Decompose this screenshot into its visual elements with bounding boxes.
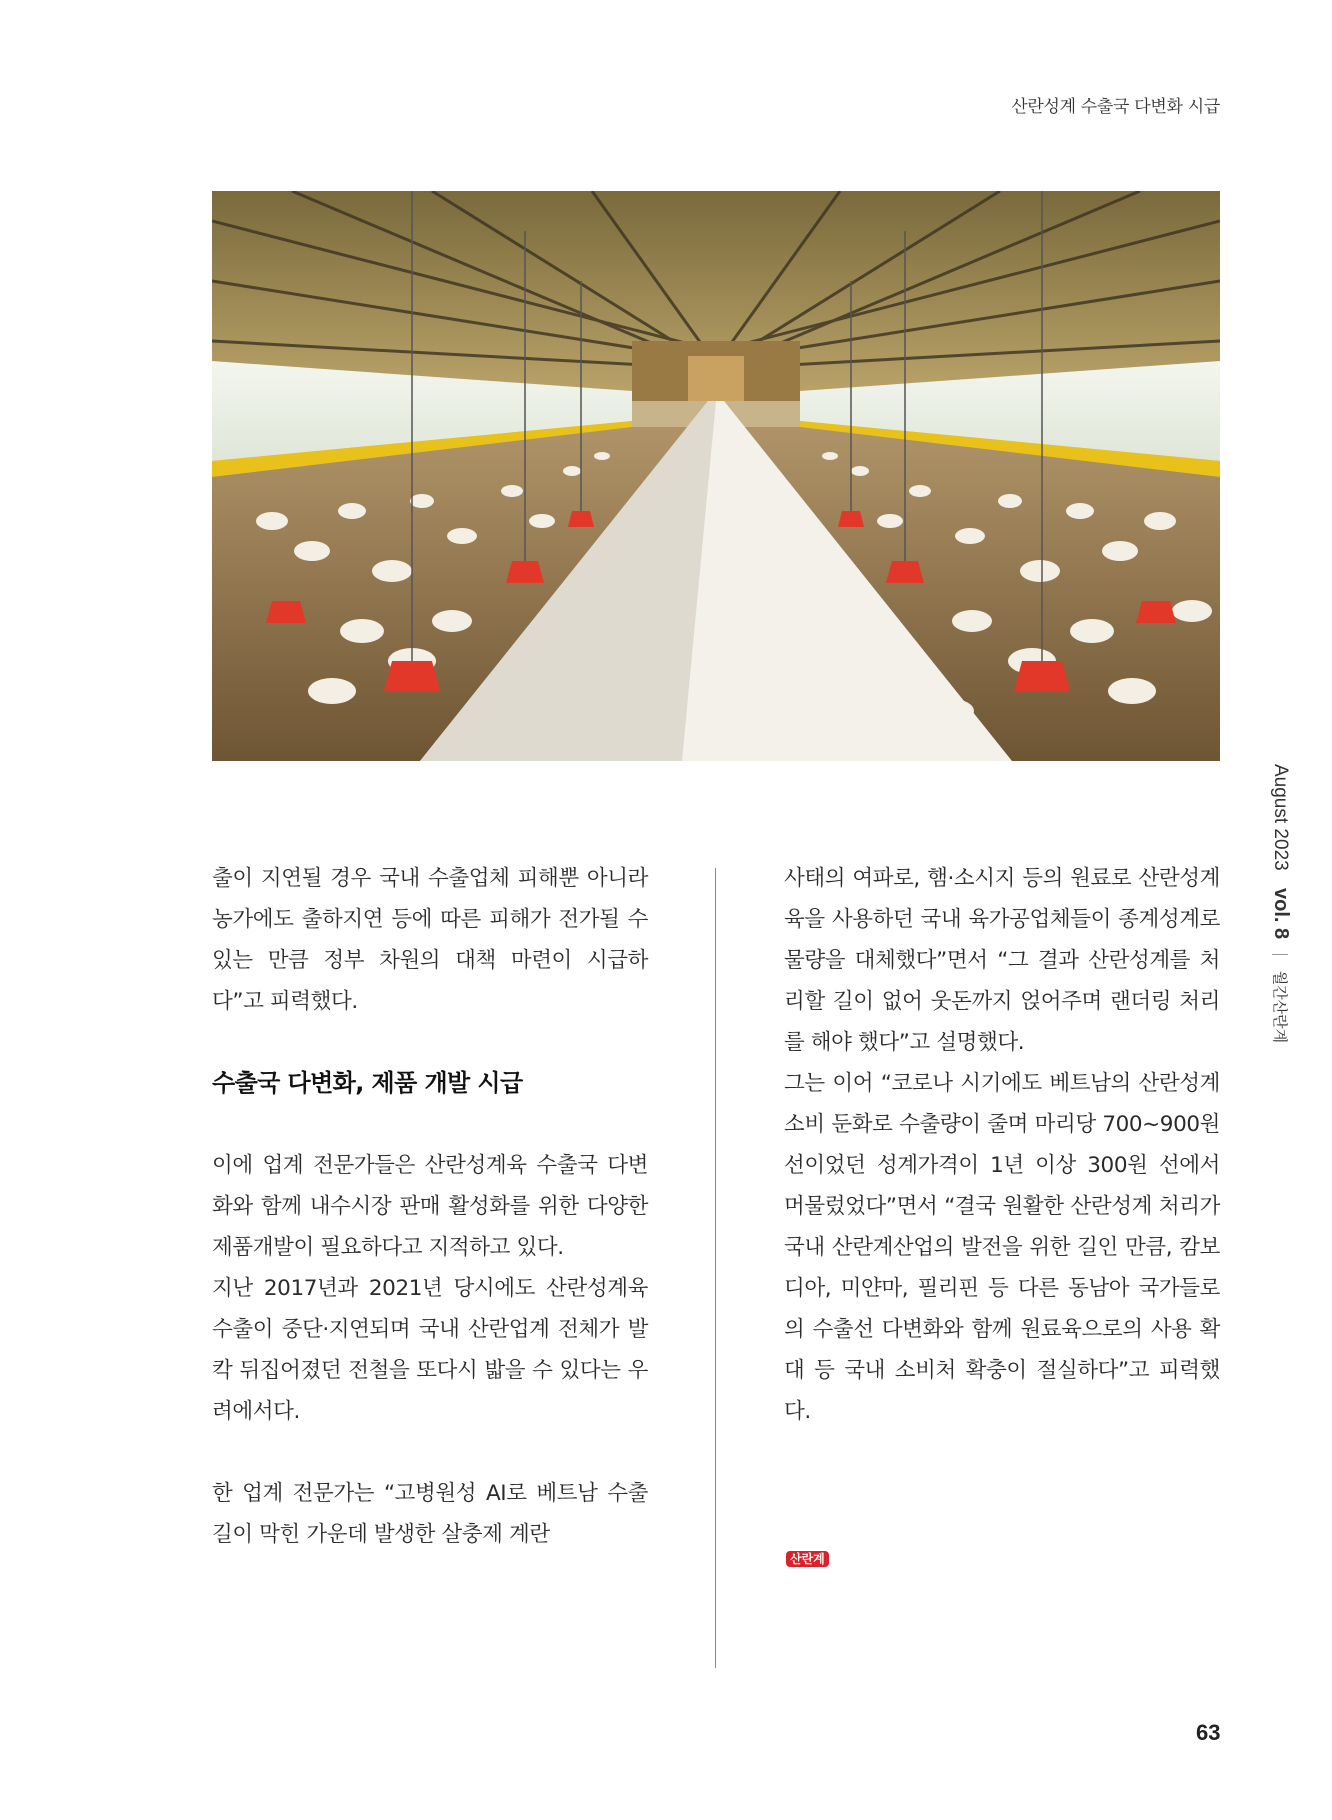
column-divider — [715, 868, 716, 1668]
paragraph: 사태의 여파로, 햄·소시지 등의 원료로 산란성계육을 사용하던 국내 육가공업체들이 종계성계로 물량을 대체했다”면서 “그 결과 산란성계를 처리할 길이 없어 웃돈까지 얹어주며 랜더링 처리를 해야 했다”고 설명했다. — [784, 866, 1220, 1055]
sidebar-divider — [1272, 954, 1288, 955]
poultry-house-photo — [212, 191, 1220, 761]
sidebar-issue-info — [1262, 764, 1306, 1044]
right-column — [784, 858, 1220, 1432]
paragraph: 출이 지연될 경우 국내 수출업체 피해뿐 아니라 농가에도 출하지연 등에 따른 피해가 전가될 수 있는 만큼 정부 차원의 대책 마련이 시급하다”고 피력했다. — [212, 866, 648, 1014]
left-column — [212, 858, 648, 1555]
magazine-name: 월간산란계 — [1271, 970, 1288, 1044]
issue-date: August 2023 — [1270, 764, 1291, 871]
issue-volume: vol. 8 — [1270, 887, 1292, 940]
article-end-logo: 산란계 — [786, 1551, 829, 1567]
page-number: 63 — [1196, 1720, 1221, 1745]
running-header: 산란성계 수출국 다변화 시급 — [1011, 97, 1220, 117]
paragraph: 그는 이어 “코로나 시기에도 베트남의 산란성계 소비 둔화로 수출량이 줄며 마리당 700~900원 선이었던 성계가격이 1년 이상 300원 선에서 머물렀었다”면서 “결국 원활한 산란성계 처리가 국내 산란계산업의 발전을 위한 길인 만큼, 캄보디아, 미얀마, 필리핀 등 다른 동남아 국가들로의 수출선 다변화와 함께 원료육으로의 사용 확대 등 국내 소비처 확충이 절실하다”고 피력했다. — [784, 1071, 1220, 1424]
section-heading: 수출국 다변화, 제품 개발 시급 — [212, 1069, 523, 1097]
paragraph: 지난 2017년과 2021년 당시에도 산란성계육 수출이 중단·지연되며 국내 산란업계 전체가 발칵 뒤집어졌던 전철을 또다시 밟을 수 있다는 우려에서다. — [212, 1276, 648, 1424]
photo-illustration — [212, 191, 1220, 761]
paragraph: 한 업계 전문가는 “고병원성 AI로 베트남 수출길이 막힌 가운데 발생한 살충제 계란 — [212, 1481, 648, 1547]
paragraph: 이에 업계 전문가들은 산란성계육 수출국 다변화와 함께 내수시장 판매 활성화를 위한 다양한 제품개발이 필요하다고 지적하고 있다. — [212, 1153, 648, 1260]
